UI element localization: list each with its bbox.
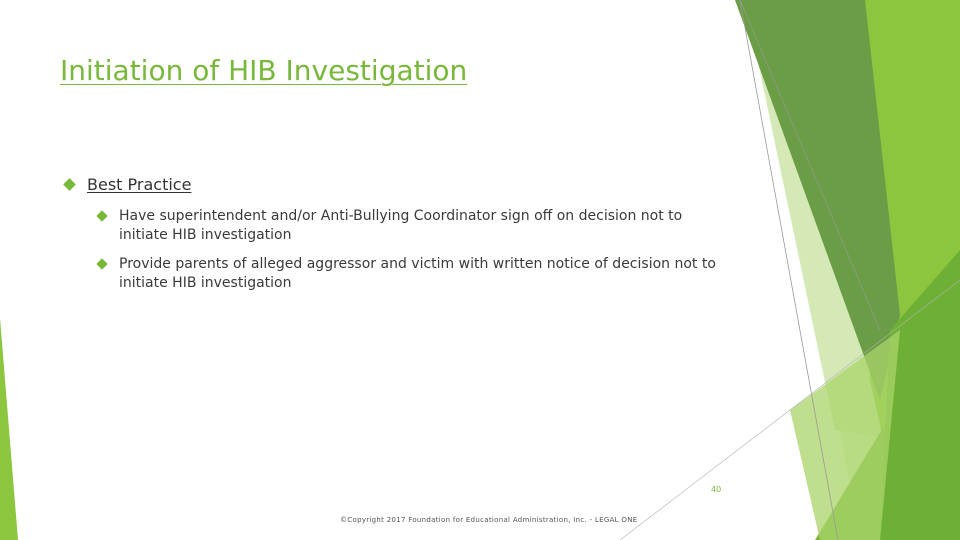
sub-bullet-1 bbox=[98, 207, 728, 245]
sub-bullet-text: Provide parents of alleged aggressor and victim with written notice of decision not to initiate HIB investigation bbox=[119, 256, 716, 291]
left-edge-shape bbox=[0, 318, 18, 540]
diamond-bullet-icon bbox=[96, 210, 107, 221]
main-bullet-text: Best Practice bbox=[87, 175, 192, 194]
diamond-bullet-icon bbox=[63, 178, 76, 191]
diamond-bullet-icon bbox=[96, 258, 107, 269]
slide-title: Initiation of HIB Investigation bbox=[60, 54, 468, 87]
sub-bullet-2 bbox=[98, 255, 728, 293]
page-number: 40 bbox=[711, 485, 722, 494]
sub-bullet-text: Have superintendent and/or Anti-Bullying Coordinator sign off on decision not to initiate HIB investigation bbox=[119, 208, 683, 243]
main-bullet bbox=[65, 175, 191, 194]
footer-copyright: ©Copyright 2017 Foundation for Educational Administration, Inc. - LEGAL ONE bbox=[340, 516, 638, 524]
